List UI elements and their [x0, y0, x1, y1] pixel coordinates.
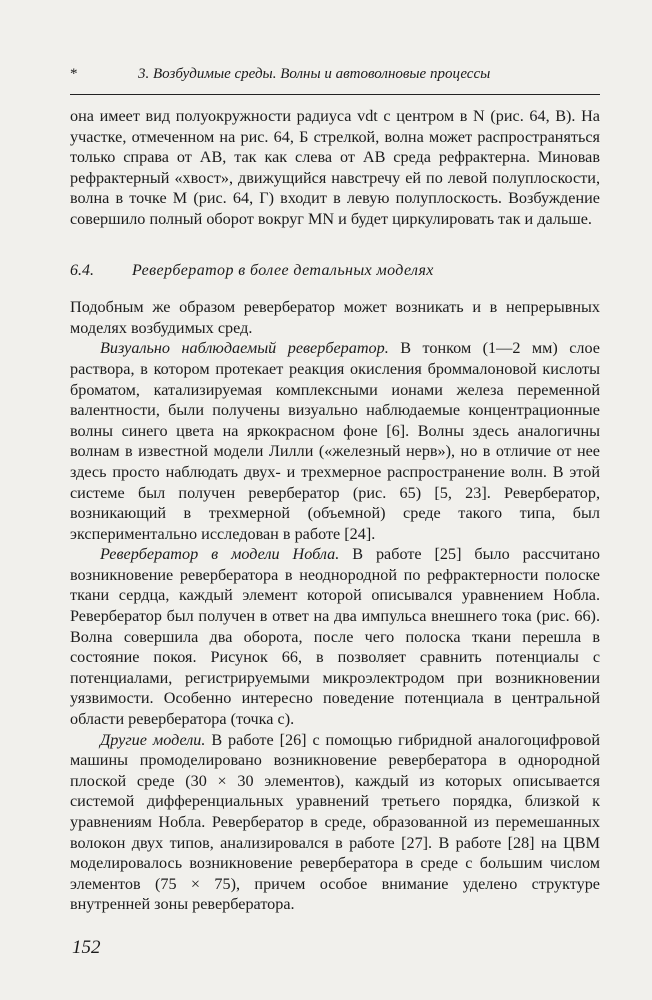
running-header — [70, 66, 600, 88]
paragraph-noble-model — [70, 544, 600, 729]
section-number: 6.4. — [70, 261, 94, 279]
header-rule — [70, 94, 600, 95]
running-title: 3. Возбудимые среды. Волны и автоволновые процессы — [138, 66, 491, 82]
paragraph-intro: Подобным же образом ревербератор может возникать и в непрерывных моделях возбудимых сред. — [70, 298, 600, 337]
paragraph-text: В тонком (1—2 мм) слое раствора, в котором протекает реакция окисления броммалоновой кислоты броматом, катализируемая комплексными ионами железа переменной валентности, были получены визуально наблюдаемые концентрационные волны синего цвета на яркокрасном фоне [6]. Волны здесь аналогичны волнам в известной модели Лилли («железный нерв»), но в отличие от нее здесь просто наблюдать двух- и трехмерное распространение волн. В этой системе был получен ревербератор (рис. 65) [5, 23]. Ревербератор, возникающий в трехмерной (объемной) среде такого типа, был экспериментально исследован в работе [24]. — [70, 339, 600, 543]
header-star: * — [70, 66, 78, 82]
paragraph-continuation: она имеет вид полуокружности радиуса vdt с центром в N (рис. 64, В). На участке, отмеченном на рис. 64, Б стрелкой, волна может распространяться только справа от AB, так как слева от AB среда рефрактерна. Миновав рефрактерный «хвост», движущийся навстречу ей по левой полуплоскости, волна в точке M (рис. 64, Г) входит в левую полуплоскость. Возбуждение совершило полный оборот вокруг MN и будет циркулировать так и дальше. — [70, 107, 600, 228]
section-title: Ревербератор в более детальных моделях — [132, 261, 434, 279]
paragraph-visual-reverberator — [70, 338, 600, 544]
paragraph-lead: Ревербератор в модели Нобла. — [100, 545, 340, 564]
page-number: 152 — [72, 937, 101, 958]
paragraph-text: В работе [25] было рассчитано возникновение ревербератора в неоднородной по рефрактерности полоске ткани сердца, каждый элемент которой описывался уравнением Нобла. Ревербератор был получен в ответ на два импульса внешнего тока (рис. 66). Волна совершила два оборота, после чего полоска ткани перешла в состояние покоя. Рисунок 66, в позволяет сравнить потенциалы с потенциалами, регистрируемыми микроэлектродом при возникновении уязвимости. Особенно интересно поведение потенциала в центральной области ревербератора (точка с). — [70, 545, 600, 729]
section-heading — [70, 261, 600, 282]
paragraph-lead: Визуально наблюдаемый ревербератор. — [100, 339, 389, 358]
paragraph-lead: Другие модели. — [100, 730, 206, 749]
page-body — [70, 106, 600, 915]
paragraph-other-models — [70, 730, 600, 915]
paragraph-text: В работе [26] с помощью гибридной аналогоцифровой машины промоделировано возникновение ревербератора в однородной плоской среде (30 × 30 элементов), каждый из которых описывается системой дифференциальных уравнений третьего порядка, близкой к уравнениям Нобла. Ревербератор в среде, образованной из перемешанных волокон двух типов, анализировался в работе [27]. В работе [28] на ЦВМ моделировалось возникновение ревербератора в среде с большим числом элементов (75 × 75), причем особое внимание уделено структуре внутренней зоны ревербератора. — [70, 730, 600, 914]
